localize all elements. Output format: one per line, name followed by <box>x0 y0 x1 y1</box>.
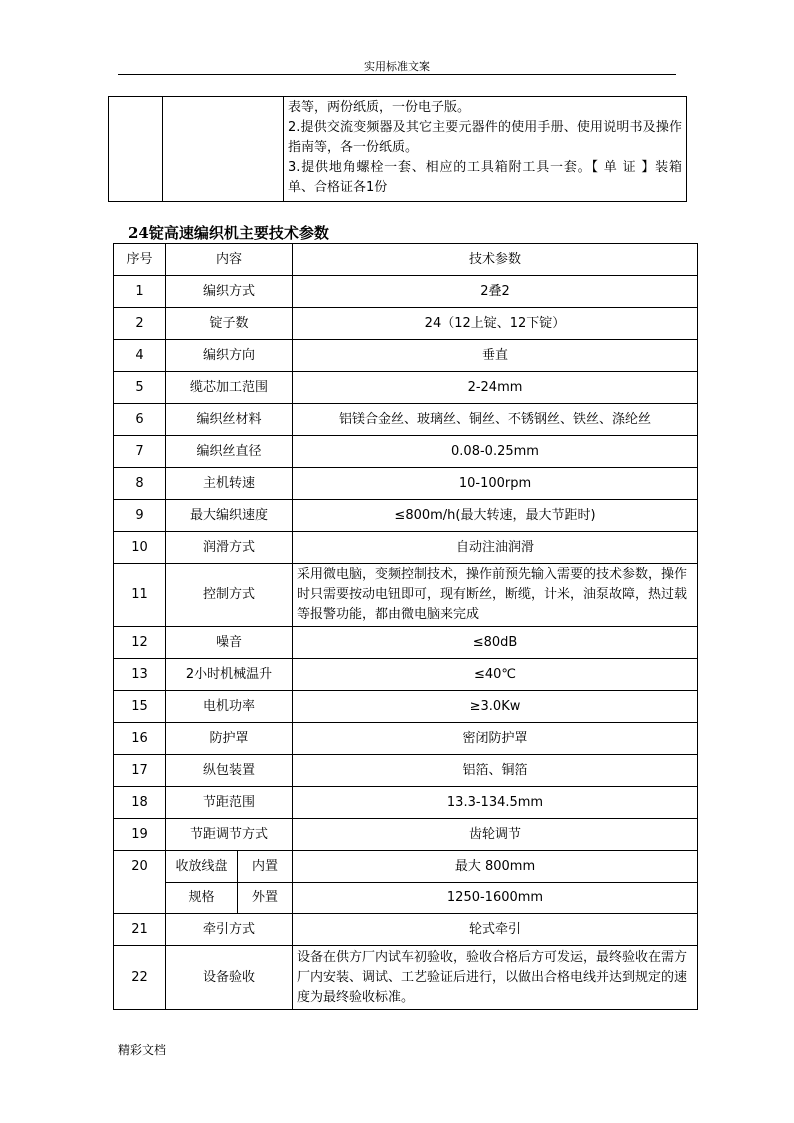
table-row <box>114 946 698 1010</box>
delivery-line: 2.提供交流变频器及其它主要元器件的使用手册、使用说明书及操作指南等，各一份纸质。 <box>288 120 682 155</box>
row-param: 自动注油润滑 <box>293 532 698 564</box>
row-content: 主机转速 <box>166 468 293 500</box>
row-content: 编织丝直径 <box>166 436 293 468</box>
row-no: 4 <box>114 340 166 372</box>
row-content: 编织方向 <box>166 340 293 372</box>
table-row <box>114 819 698 851</box>
table-row <box>114 723 698 755</box>
row-param: 设备在供方厂内试车初验收，验收合格后方可发运，最终验收在需方厂内安装、调试、工艺验证后进行，以做出合格电线并达到规定的速度为最终验收标准。 <box>293 946 698 1010</box>
row-no: 16 <box>114 723 166 755</box>
page-footer: 精彩文档 <box>118 1043 167 1057</box>
table-header-row <box>114 244 698 276</box>
table-row <box>114 308 698 340</box>
table-row <box>114 468 698 500</box>
row-no: 19 <box>114 819 166 851</box>
table-row <box>114 532 698 564</box>
table-row <box>114 851 698 883</box>
page-header: 实用标准文案 <box>364 60 430 73</box>
row-no: 11 <box>114 564 166 627</box>
row-content: 节距调节方式 <box>166 819 293 851</box>
table-row <box>114 627 698 659</box>
row-content: 纵包装置 <box>166 755 293 787</box>
table-row <box>114 500 698 532</box>
row-param: 齿轮调节 <box>293 819 698 851</box>
delivery-text <box>284 97 687 202</box>
row-content: 防护罩 <box>166 723 293 755</box>
row-content: 牵引方式 <box>166 914 293 946</box>
row-no: 13 <box>114 659 166 691</box>
row20-inner-label: 内置 <box>238 851 293 883</box>
header-param: 技术参数 <box>293 244 698 276</box>
row-content: 电机功率 <box>166 691 293 723</box>
row-content: 节距范围 <box>166 787 293 819</box>
row-content: 编织方式 <box>166 276 293 308</box>
delivery-cell-blank-1 <box>109 97 163 202</box>
delivery-table <box>108 96 687 202</box>
row-no: 10 <box>114 532 166 564</box>
row-no: 21 <box>114 914 166 946</box>
row20-outer-value: 1250-1600mm <box>293 883 698 914</box>
row-no: 18 <box>114 787 166 819</box>
row-param: 铝箔、铜箔 <box>293 755 698 787</box>
header-content: 内容 <box>166 244 293 276</box>
row-param: 10-100rpm <box>293 468 698 500</box>
row-content: 锭子数 <box>166 308 293 340</box>
row-no: 7 <box>114 436 166 468</box>
table-row <box>114 755 698 787</box>
delivery-line: 3.提供地角螺栓一套、相应的工具箱附工具一套。【 单 证 】装箱单、合格证各1份 <box>288 160 682 195</box>
row-param: ≤800m/h(最大转速，最大节距时) <box>293 500 698 532</box>
row-param: 采用微电脑，变频控制技术，操作前预先输入需要的技术参数，操作时只需要按动电钮即可，现有断丝，断缆，计米，油泵故障，热过载等报警功能，都由微电脑来完成 <box>293 564 698 627</box>
row-param: 24（12上锭、12下锭） <box>293 308 698 340</box>
header-rule <box>118 74 676 75</box>
row-param: ≥3.0Kw <box>293 691 698 723</box>
row20-inner-value: 最大 800mm <box>293 851 698 883</box>
row-param: 垂直 <box>293 340 698 372</box>
table-row <box>114 372 698 404</box>
row-param: 轮式牵引 <box>293 914 698 946</box>
row-no: 5 <box>114 372 166 404</box>
row-no: 12 <box>114 627 166 659</box>
row-param: ≤40℃ <box>293 659 698 691</box>
section-title: 24锭高速编织机主要技术参数 <box>128 224 329 242</box>
row-content: 最大编织速度 <box>166 500 293 532</box>
table-row <box>114 404 698 436</box>
row-no: 2 <box>114 308 166 340</box>
row-param: ≤80dB <box>293 627 698 659</box>
row-no: 6 <box>114 404 166 436</box>
row-content: 润滑方式 <box>166 532 293 564</box>
row-param: 2叠2 <box>293 276 698 308</box>
row-content: 控制方式 <box>166 564 293 627</box>
row-content: 设备验收 <box>166 946 293 1010</box>
row-param: 0.08-0.25mm <box>293 436 698 468</box>
row-content: 噪音 <box>166 627 293 659</box>
row-content: 缆芯加工范围 <box>166 372 293 404</box>
table-row <box>114 914 698 946</box>
table-row <box>114 787 698 819</box>
header-no: 序号 <box>114 244 166 276</box>
spec-table <box>113 243 698 1010</box>
row-no: 8 <box>114 468 166 500</box>
row-param: 密闭防护罩 <box>293 723 698 755</box>
row-content: 2小时机械温升 <box>166 659 293 691</box>
table-row <box>114 691 698 723</box>
table-row <box>114 436 698 468</box>
row-param: 13.3-134.5mm <box>293 787 698 819</box>
delivery-line: 表等，两份纸质，一份电子版。 <box>288 100 471 115</box>
row20-outer-label: 外置 <box>238 883 293 914</box>
table-row <box>114 340 698 372</box>
row-no: 22 <box>114 946 166 1010</box>
row-no: 1 <box>114 276 166 308</box>
delivery-cell-blank-2 <box>163 97 284 202</box>
table-row <box>114 659 698 691</box>
row-param: 2-24mm <box>293 372 698 404</box>
table-row <box>114 276 698 308</box>
row-no: 9 <box>114 500 166 532</box>
row-content: 编织丝材料 <box>166 404 293 436</box>
row-no: 15 <box>114 691 166 723</box>
row-no: 17 <box>114 755 166 787</box>
table-row <box>114 564 698 627</box>
row-no: 20 <box>114 851 166 914</box>
row20-label-1: 收放线盘 <box>166 851 238 883</box>
table-row <box>114 883 698 914</box>
row-param: 铝镁合金丝、玻璃丝、铜丝、不锈钢丝、铁丝、涤纶丝 <box>293 404 698 436</box>
row20-label-2: 规格 <box>166 883 238 914</box>
